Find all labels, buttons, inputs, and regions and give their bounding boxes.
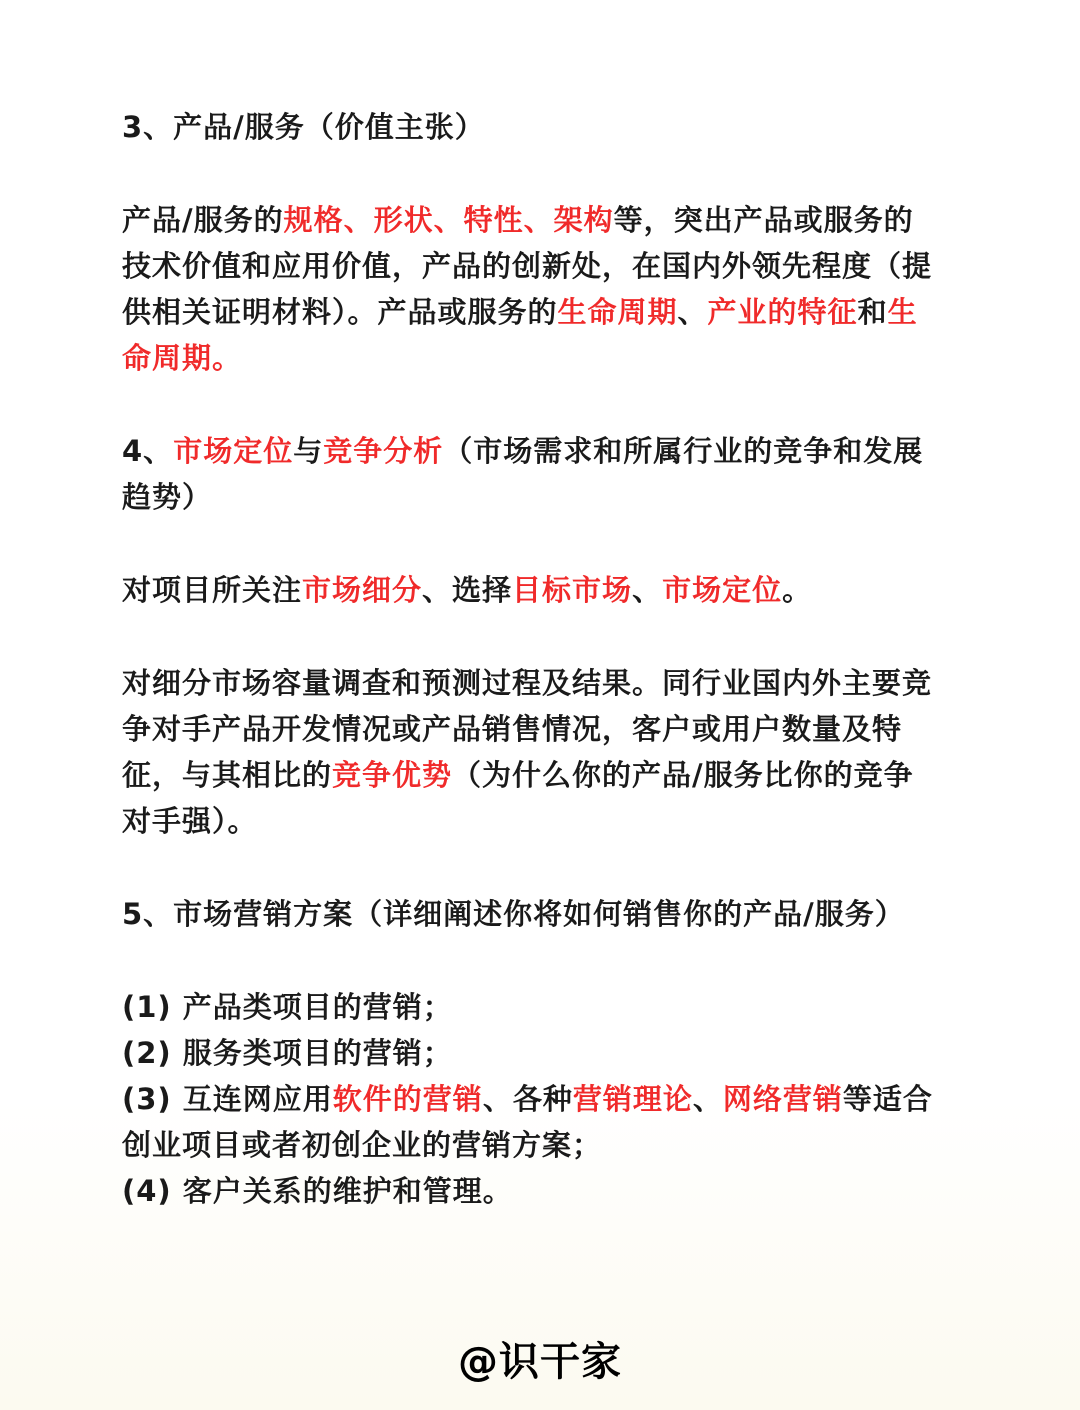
highlight-text: 市场定位 xyxy=(662,573,783,607)
text-segment: (3) 互连网应用 xyxy=(122,1082,333,1116)
text-segment: 等适合 xyxy=(842,1082,933,1116)
text-segment: 等，突出产品或服务的 xyxy=(613,203,914,237)
highlight-text: 生命周期 xyxy=(557,295,678,329)
watermark: @识干家 xyxy=(458,1339,622,1385)
text-line xyxy=(122,567,972,613)
text-segment: 与 xyxy=(293,434,324,468)
highlight-text: 命周期。 xyxy=(122,341,243,375)
text-segment: 趋势） xyxy=(122,480,213,514)
text-segment: 技术价值和应用价值，产品的创新处，在国内外领先程度（提 xyxy=(122,249,933,283)
text-line xyxy=(122,474,972,520)
text-line xyxy=(122,243,972,289)
section-3-paragraph xyxy=(122,197,972,381)
text-segment: 、选择 xyxy=(422,573,513,607)
highlight-text: 市场定位 xyxy=(173,434,294,468)
text-line xyxy=(122,289,972,335)
text-segment: 征，与其相比的 xyxy=(122,758,333,792)
section-5-list xyxy=(122,984,972,1214)
text-segment: 对项目所关注 xyxy=(122,573,303,607)
text-segment: 、 xyxy=(677,295,708,329)
text-segment: 产品/服务的 xyxy=(122,203,284,237)
highlight-text: 营销理论 xyxy=(572,1082,693,1116)
text-line xyxy=(122,428,972,474)
section-5-heading: 5、市场营销方案（详细阐述你将如何销售你的产品/服务） xyxy=(122,897,905,931)
text-segment: 、 xyxy=(692,1082,723,1116)
section-4-paragraph-2 xyxy=(122,660,972,844)
text-line xyxy=(122,335,972,381)
text-segment: 、各种 xyxy=(482,1082,573,1116)
text-segment: （为什么你的产品/服务比你的竞争 xyxy=(452,758,914,792)
text-line xyxy=(122,798,972,844)
highlight-text: 生 xyxy=(887,295,918,329)
text-segment: (2) 服务类项目的营销； xyxy=(122,1036,453,1070)
text-line xyxy=(122,660,972,706)
article-body xyxy=(122,104,972,1214)
section-3-heading: 3、产品/服务（价值主张） xyxy=(122,110,485,144)
text-line xyxy=(122,1168,972,1214)
text-segment: 争对手产品开发情况或产品销售情况，客户或用户数量及特 xyxy=(122,712,903,746)
highlight-text: 目标市场 xyxy=(512,573,633,607)
section-4-paragraph-1 xyxy=(122,567,972,613)
section-4-heading xyxy=(122,428,972,520)
text-line xyxy=(122,984,972,1030)
highlight-text: 产业的特征 xyxy=(707,295,858,329)
text-segment: 创业项目或者初创企业的营销方案； xyxy=(122,1128,603,1162)
text-segment: 和 xyxy=(857,295,888,329)
highlight-text: 规格、形状、特性、架构 xyxy=(283,203,614,237)
text-segment: （市场需求和所属行业的竞争和发展 xyxy=(443,434,924,468)
text-segment: 。 xyxy=(782,573,813,607)
text-line xyxy=(122,752,972,798)
text-line xyxy=(122,706,972,752)
text-segment: 对细分市场容量调查和预测过程及结果。同行业国内外主要竞 xyxy=(122,666,933,700)
text-line xyxy=(122,1030,972,1076)
text-segment: 、 xyxy=(632,573,663,607)
text-line xyxy=(122,197,972,243)
text-segment: 4、 xyxy=(122,434,174,468)
text-segment: (4) 客户关系的维护和管理。 xyxy=(122,1174,513,1208)
text-segment: (1) 产品类项目的营销； xyxy=(122,990,453,1024)
highlight-text: 竞争优势 xyxy=(332,758,453,792)
text-line xyxy=(122,1076,972,1122)
text-line xyxy=(122,1122,972,1168)
highlight-text: 网络营销 xyxy=(722,1082,843,1116)
text-segment: 对手强）。 xyxy=(122,804,258,838)
highlight-text: 市场细分 xyxy=(302,573,423,607)
highlight-text: 竞争分析 xyxy=(323,434,444,468)
highlight-text: 软件的营销 xyxy=(332,1082,483,1116)
text-segment: 供相关证明材料）。产品或服务的 xyxy=(122,295,558,329)
